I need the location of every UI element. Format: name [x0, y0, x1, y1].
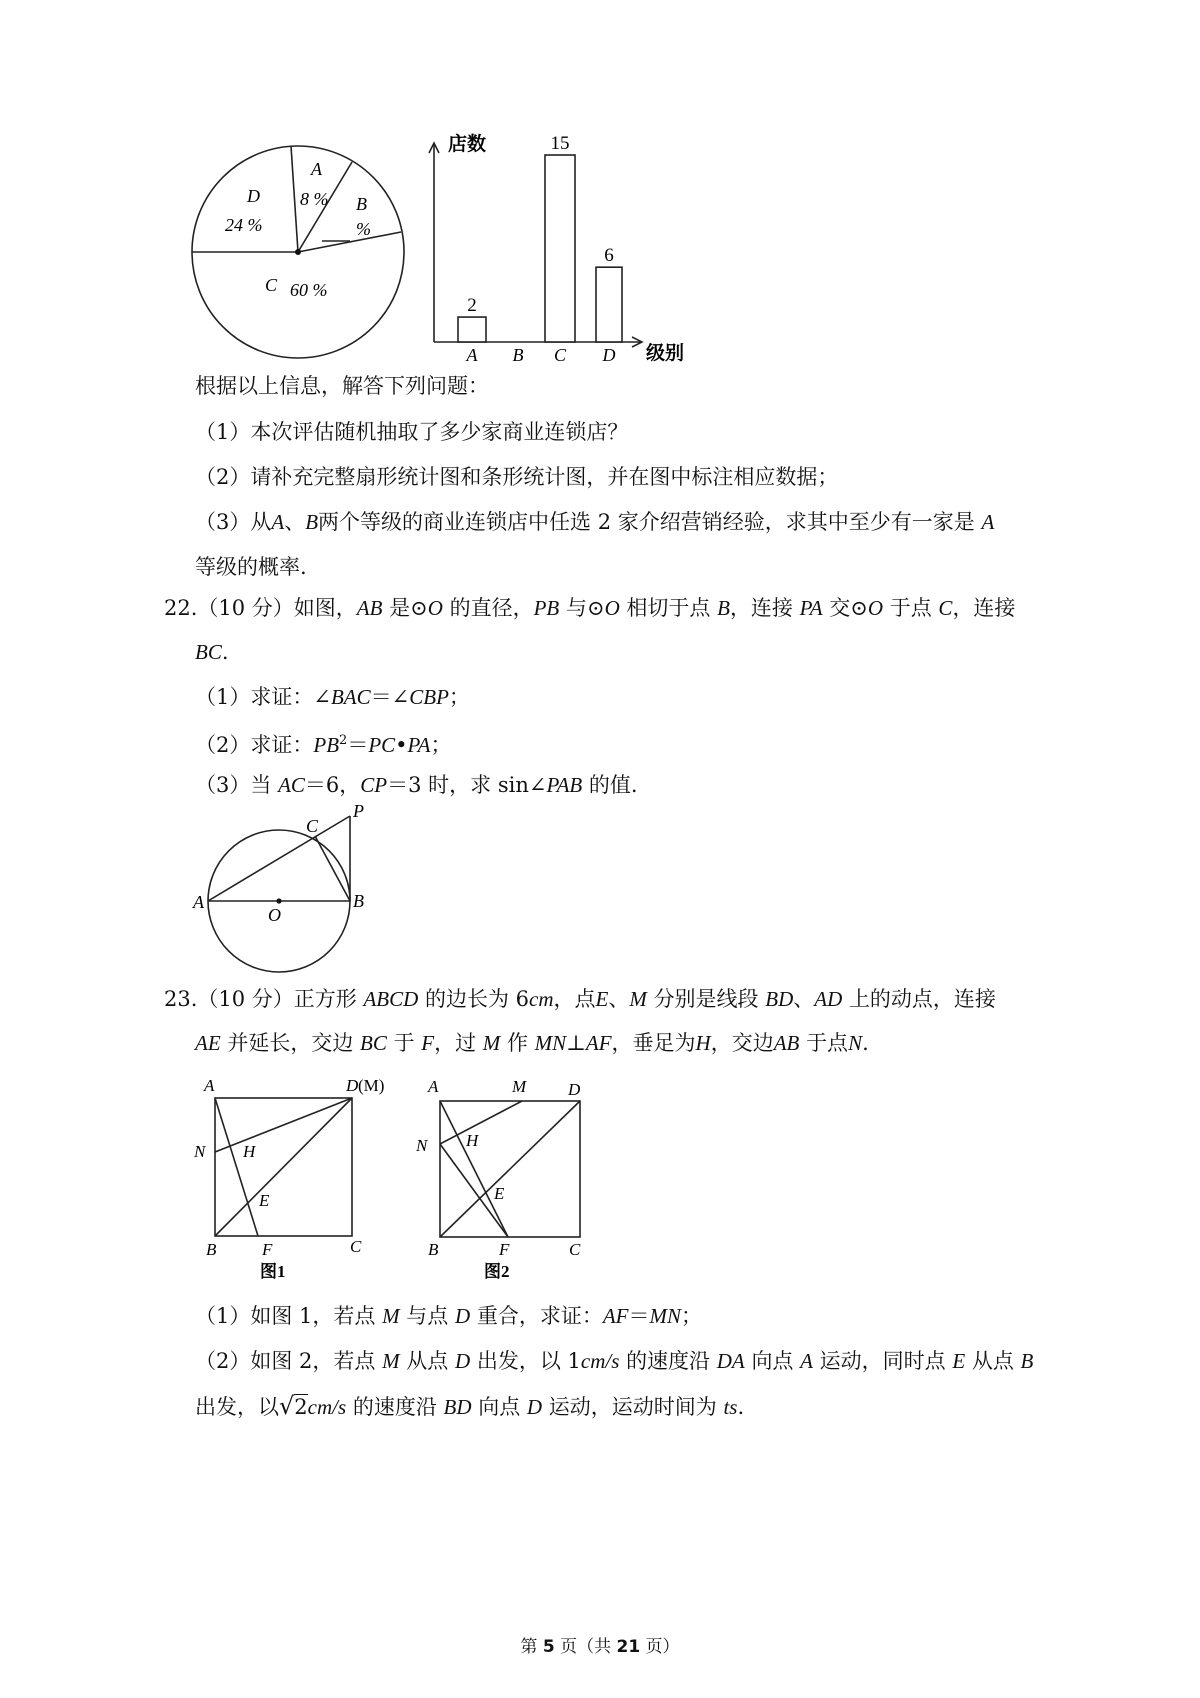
bar-a: [458, 317, 486, 342]
fig2-caption: 图2: [484, 1262, 510, 1281]
x-tick-label-c: C: [553, 345, 567, 365]
fig2-label-a: A: [428, 1077, 439, 1096]
fig2-label-c: C: [569, 1240, 581, 1259]
y-axis-label: 店数: [448, 134, 487, 155]
q22-label-a: A: [193, 892, 204, 912]
pie-label-b: B: [356, 194, 367, 214]
x-tick-label-b: B: [512, 345, 524, 365]
q22-label-c: C: [306, 816, 319, 836]
fig1-label-e: E: [259, 1191, 270, 1210]
bar-value-label-a: 2: [467, 295, 477, 317]
fig1-label-f: F: [262, 1240, 273, 1259]
fig2-label-f: F: [499, 1240, 510, 1259]
q23-part1: （1）如图 1，若点 M 与点 D 重合，求证：AF＝MN；: [195, 1304, 702, 1328]
bar-value-label-c: 15: [550, 133, 570, 154]
q23-stem: 23.（10 分）正方形 ABCD 的边长为 6cm，点E、M 分别是线段 BD、AD 上的动点，连接: [164, 987, 996, 1011]
fig1-label-c: C: [350, 1237, 362, 1256]
q22-part3: （3）当 AC＝6，CP＝3 时，求 sin∠PAB 的值.: [195, 773, 638, 797]
bar-chart: [420, 125, 710, 375]
fig2-label-e: E: [494, 1184, 505, 1203]
q22-circle-figure: [190, 800, 380, 980]
page-total: 21: [616, 1637, 641, 1657]
q22-label-b: B: [353, 891, 364, 911]
q21-part2: （2）请补充完整扇形统计图和条形统计图，并在图中标注相应数据；: [195, 465, 839, 489]
fig2-label-n: N: [416, 1136, 428, 1155]
fig2-label-h: H: [466, 1131, 479, 1150]
fig2-label-m: M: [512, 1077, 527, 1096]
page-footer: 第 5 页（共 21 页）: [520, 1637, 680, 1657]
q23-part2-cont: 出发，以√2cm/s 的速度沿 BD 向点 D 运动，运动时间为 ts.: [195, 1392, 745, 1420]
pie-pct-a: 8 %: [300, 189, 329, 209]
q23-part2: （2）如图 2，若点 M 从点 D 出发，以 1cm/s 的速度沿 DA 向点 A 运动，同时点 E 从点 B: [195, 1349, 1034, 1373]
q21-part3-cont: 等级的概率.: [195, 555, 307, 579]
bar-c: [545, 155, 575, 342]
q23-stem-cont: AE 并延长，交边 BC 于 F，过 M 作 MN⊥AF，垂足为H，交边AB 于点N.: [195, 1031, 869, 1055]
q22-label-p: P: [353, 801, 364, 821]
q22-part1: （1）求证：∠BAC＝∠CBP；: [195, 685, 470, 709]
q23-figure-2: [410, 1072, 610, 1287]
q22-part2: （2）求证：$PB^2=PC•PA$；: [195, 733, 452, 757]
q22-label-o: O: [268, 905, 281, 925]
page-number: 5: [542, 1637, 555, 1657]
x-axis-label: 级别: [646, 343, 685, 364]
pie-label-d: D: [247, 186, 260, 206]
fig1-label-h: H: [243, 1142, 256, 1161]
x-tick-label-a: A: [466, 345, 478, 365]
q23-figure-1: [190, 1072, 405, 1287]
pie-chart: [190, 135, 450, 385]
x-tick-label-d: D: [602, 345, 616, 365]
pie-pct-c: 60 %: [290, 280, 328, 300]
sqrt-sign: √: [279, 1392, 295, 1420]
q22-stem: 22.（10 分）如图，AB 是⊙O 的直径，PB 与⊙O 相切于点 B，连接 PA 交⊙O 于点 C，连接: [164, 596, 1016, 620]
fig1-label-m: (M): [358, 1076, 385, 1095]
bar-d: [596, 267, 622, 342]
fig2-label-b: B: [428, 1240, 439, 1259]
fig1-label-n: N: [194, 1142, 206, 1161]
q21-intro: 根据以上信息，解答下列问题：: [195, 374, 489, 398]
pie-label-c: C: [265, 275, 278, 295]
q22-stem-cont: BC.: [195, 640, 229, 664]
fig1-label-b: B: [206, 1240, 217, 1259]
fig1-label-d: D: [346, 1076, 359, 1095]
pie-pct-d: 24 %: [225, 215, 263, 235]
bar-value-label-d: 6: [604, 245, 614, 267]
fig1-label-a: A: [204, 1076, 215, 1095]
fig2-label-d: D: [568, 1080, 581, 1099]
fig1-caption: 图1: [260, 1262, 286, 1281]
pie-pct-b: %: [356, 219, 371, 239]
pie-label-a: A: [311, 159, 322, 179]
q21-part1: （1）本次评估随机抽取了多少家商业连锁店？: [195, 420, 629, 444]
q21-part3: （3）从A、B两个等级的商业连锁店中任选 2 家介绍营销经验，求其中至少有一家是 A: [195, 510, 995, 534]
